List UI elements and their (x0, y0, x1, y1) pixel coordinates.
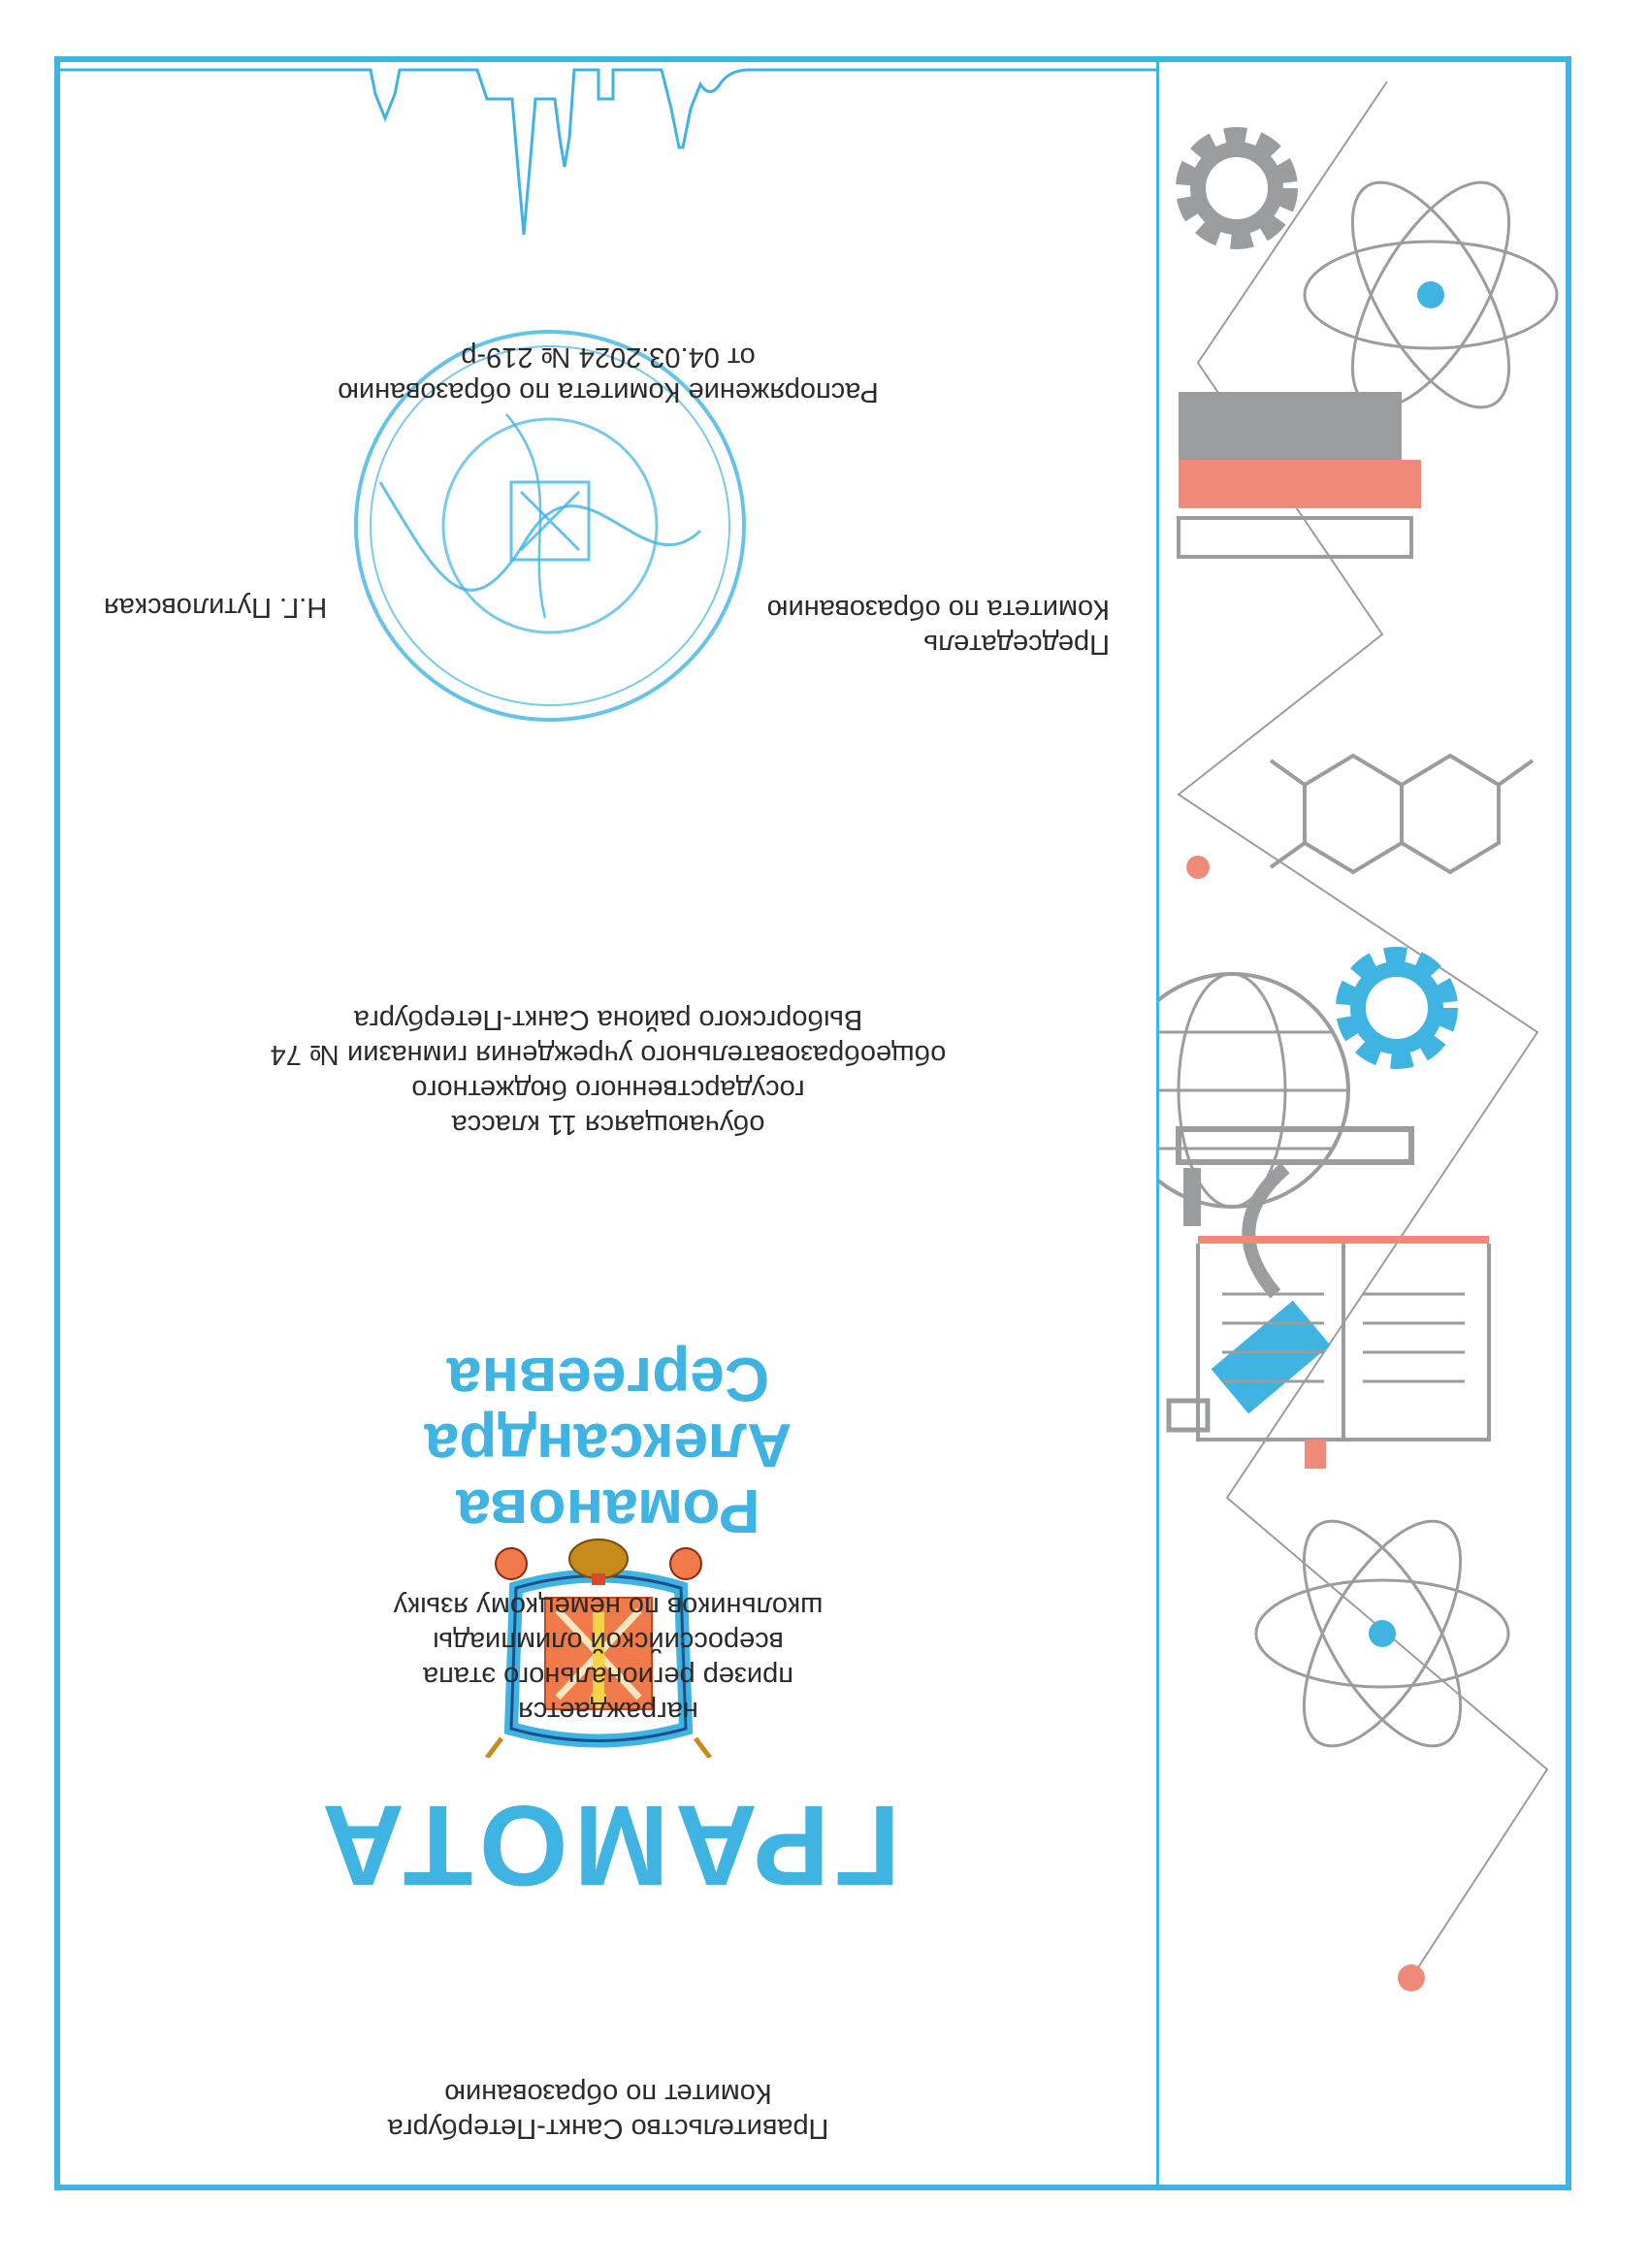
signatory-title-line-2: Комитета по образованию (766, 594, 1110, 625)
issuer-line-1: Правительство Санкт-Петербурга (387, 2113, 829, 2144)
open-book-icon (1198, 1236, 1489, 1469)
order-line-2: от 04.03.2024 № 219-р (461, 341, 756, 373)
microscope-icon (1169, 1129, 1411, 1430)
order-line-1: Распоряжение Комитета по образованию (338, 376, 879, 407)
issuer-block (60, 2076, 1156, 2146)
recipient-patronymic: Сергеевна (446, 1345, 770, 1414)
award-block (60, 1589, 1156, 1729)
atom-icon-upper (1305, 159, 1557, 431)
signature-block (60, 429, 1156, 681)
signatory-title-line-1: Председатель (923, 629, 1110, 660)
books-icon (1179, 392, 1421, 557)
award-line-3: школьников по немецкому языку (393, 1591, 824, 1622)
award-line-1: призер регионального этапа (423, 1661, 793, 1692)
recipient-name (60, 1346, 1156, 1544)
signatory-title (767, 592, 1110, 662)
student-info (60, 1002, 1156, 1142)
student-line-2: государственного бюджетного (411, 1074, 805, 1105)
signatory-name: Н.Г. Путиловская (104, 592, 328, 623)
node-dot-1 (1398, 1964, 1425, 1992)
gear-icon-gray (1188, 140, 1285, 237)
recipient-given-name: Александра (424, 1410, 792, 1480)
student-line-1: обучающаяся 11 класса (451, 1109, 765, 1140)
award-verb: награждается (518, 1696, 698, 1727)
certificate-title: ГРАМОТА (315, 1781, 901, 1909)
skyline-icon (60, 60, 1156, 254)
science-illustrations (1159, 62, 1566, 2185)
student-line-3: общеобразовательного учреждения гимназии № 74 (270, 1039, 947, 1070)
order-reference (60, 340, 1156, 409)
award-line-2: всероссийской олимпиады (433, 1626, 784, 1657)
recipient-surname: Романова (456, 1476, 760, 1546)
certificate-content (60, 62, 1156, 2185)
molecule-icon (1271, 756, 1533, 872)
node-dot-2 (1186, 856, 1210, 879)
issuer-line-2: Комитет по образованию (444, 2078, 772, 2109)
gear-icon (1348, 959, 1445, 1056)
atom-icon (1256, 1498, 1508, 1769)
student-line-4: Выборгского района Санкт-Петербурга (353, 1004, 863, 1035)
